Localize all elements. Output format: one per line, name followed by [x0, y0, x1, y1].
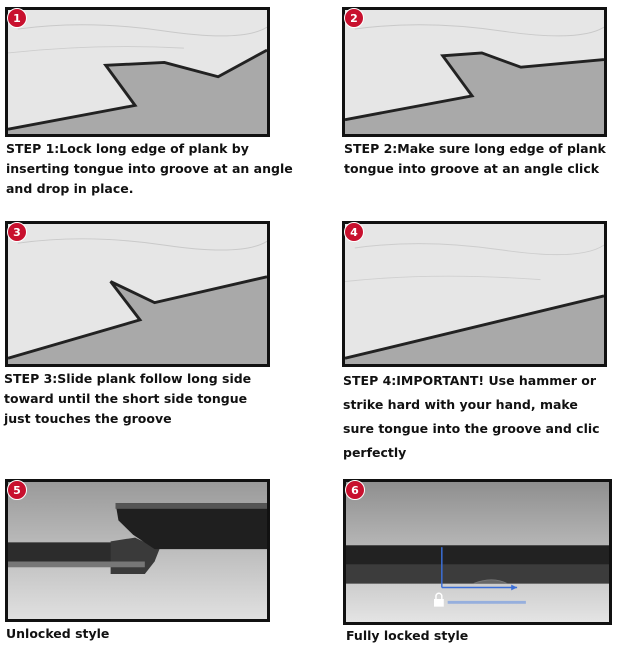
plank-illustration	[8, 224, 267, 364]
step-4-badge	[344, 222, 364, 242]
step-5-caption: Unlocked style	[6, 626, 110, 641]
step-5-badge	[7, 480, 27, 500]
step-2-caption: STEP 2:Make sure long edge of plank tongue into groove at an angle click	[344, 141, 606, 176]
locked-joint-illustration	[346, 482, 609, 622]
step-5-number: 5	[13, 483, 21, 497]
step-1-badge	[7, 8, 27, 28]
step-4-image	[342, 221, 607, 367]
step-6-badge	[345, 480, 365, 500]
plank-illustration	[8, 10, 267, 134]
step-1-image	[5, 7, 270, 137]
step-2-number: 2	[350, 11, 358, 25]
step-3-image	[5, 221, 270, 367]
step-4-caption: STEP 4:IMPORTANT! Use hammer or strike hard with your hand, make sure tongue into the groove and clic perfectly	[343, 373, 600, 460]
step-4-number: 4	[350, 225, 358, 239]
unlocked-joint-illustration	[8, 482, 267, 619]
step-3-caption: STEP 3:Slide plank follow long side toward until the short side tongue just touches the groove	[4, 371, 252, 426]
plank-illustration	[345, 224, 604, 364]
step-1-caption: STEP 1:Lock long edge of plank by inserting tongue into groove at an angle and drop in place.	[6, 141, 293, 196]
step-6-caption: Fully locked style	[346, 628, 469, 643]
step-5-image	[5, 479, 270, 622]
step-6-image	[343, 479, 612, 625]
step-2-badge	[344, 8, 364, 28]
step-3-badge	[7, 222, 27, 242]
plank-illustration	[345, 10, 604, 134]
step-6-number: 6	[351, 483, 359, 497]
step-2-image	[342, 7, 607, 137]
step-3-number: 3	[13, 225, 21, 239]
step-1-number: 1	[13, 11, 21, 25]
